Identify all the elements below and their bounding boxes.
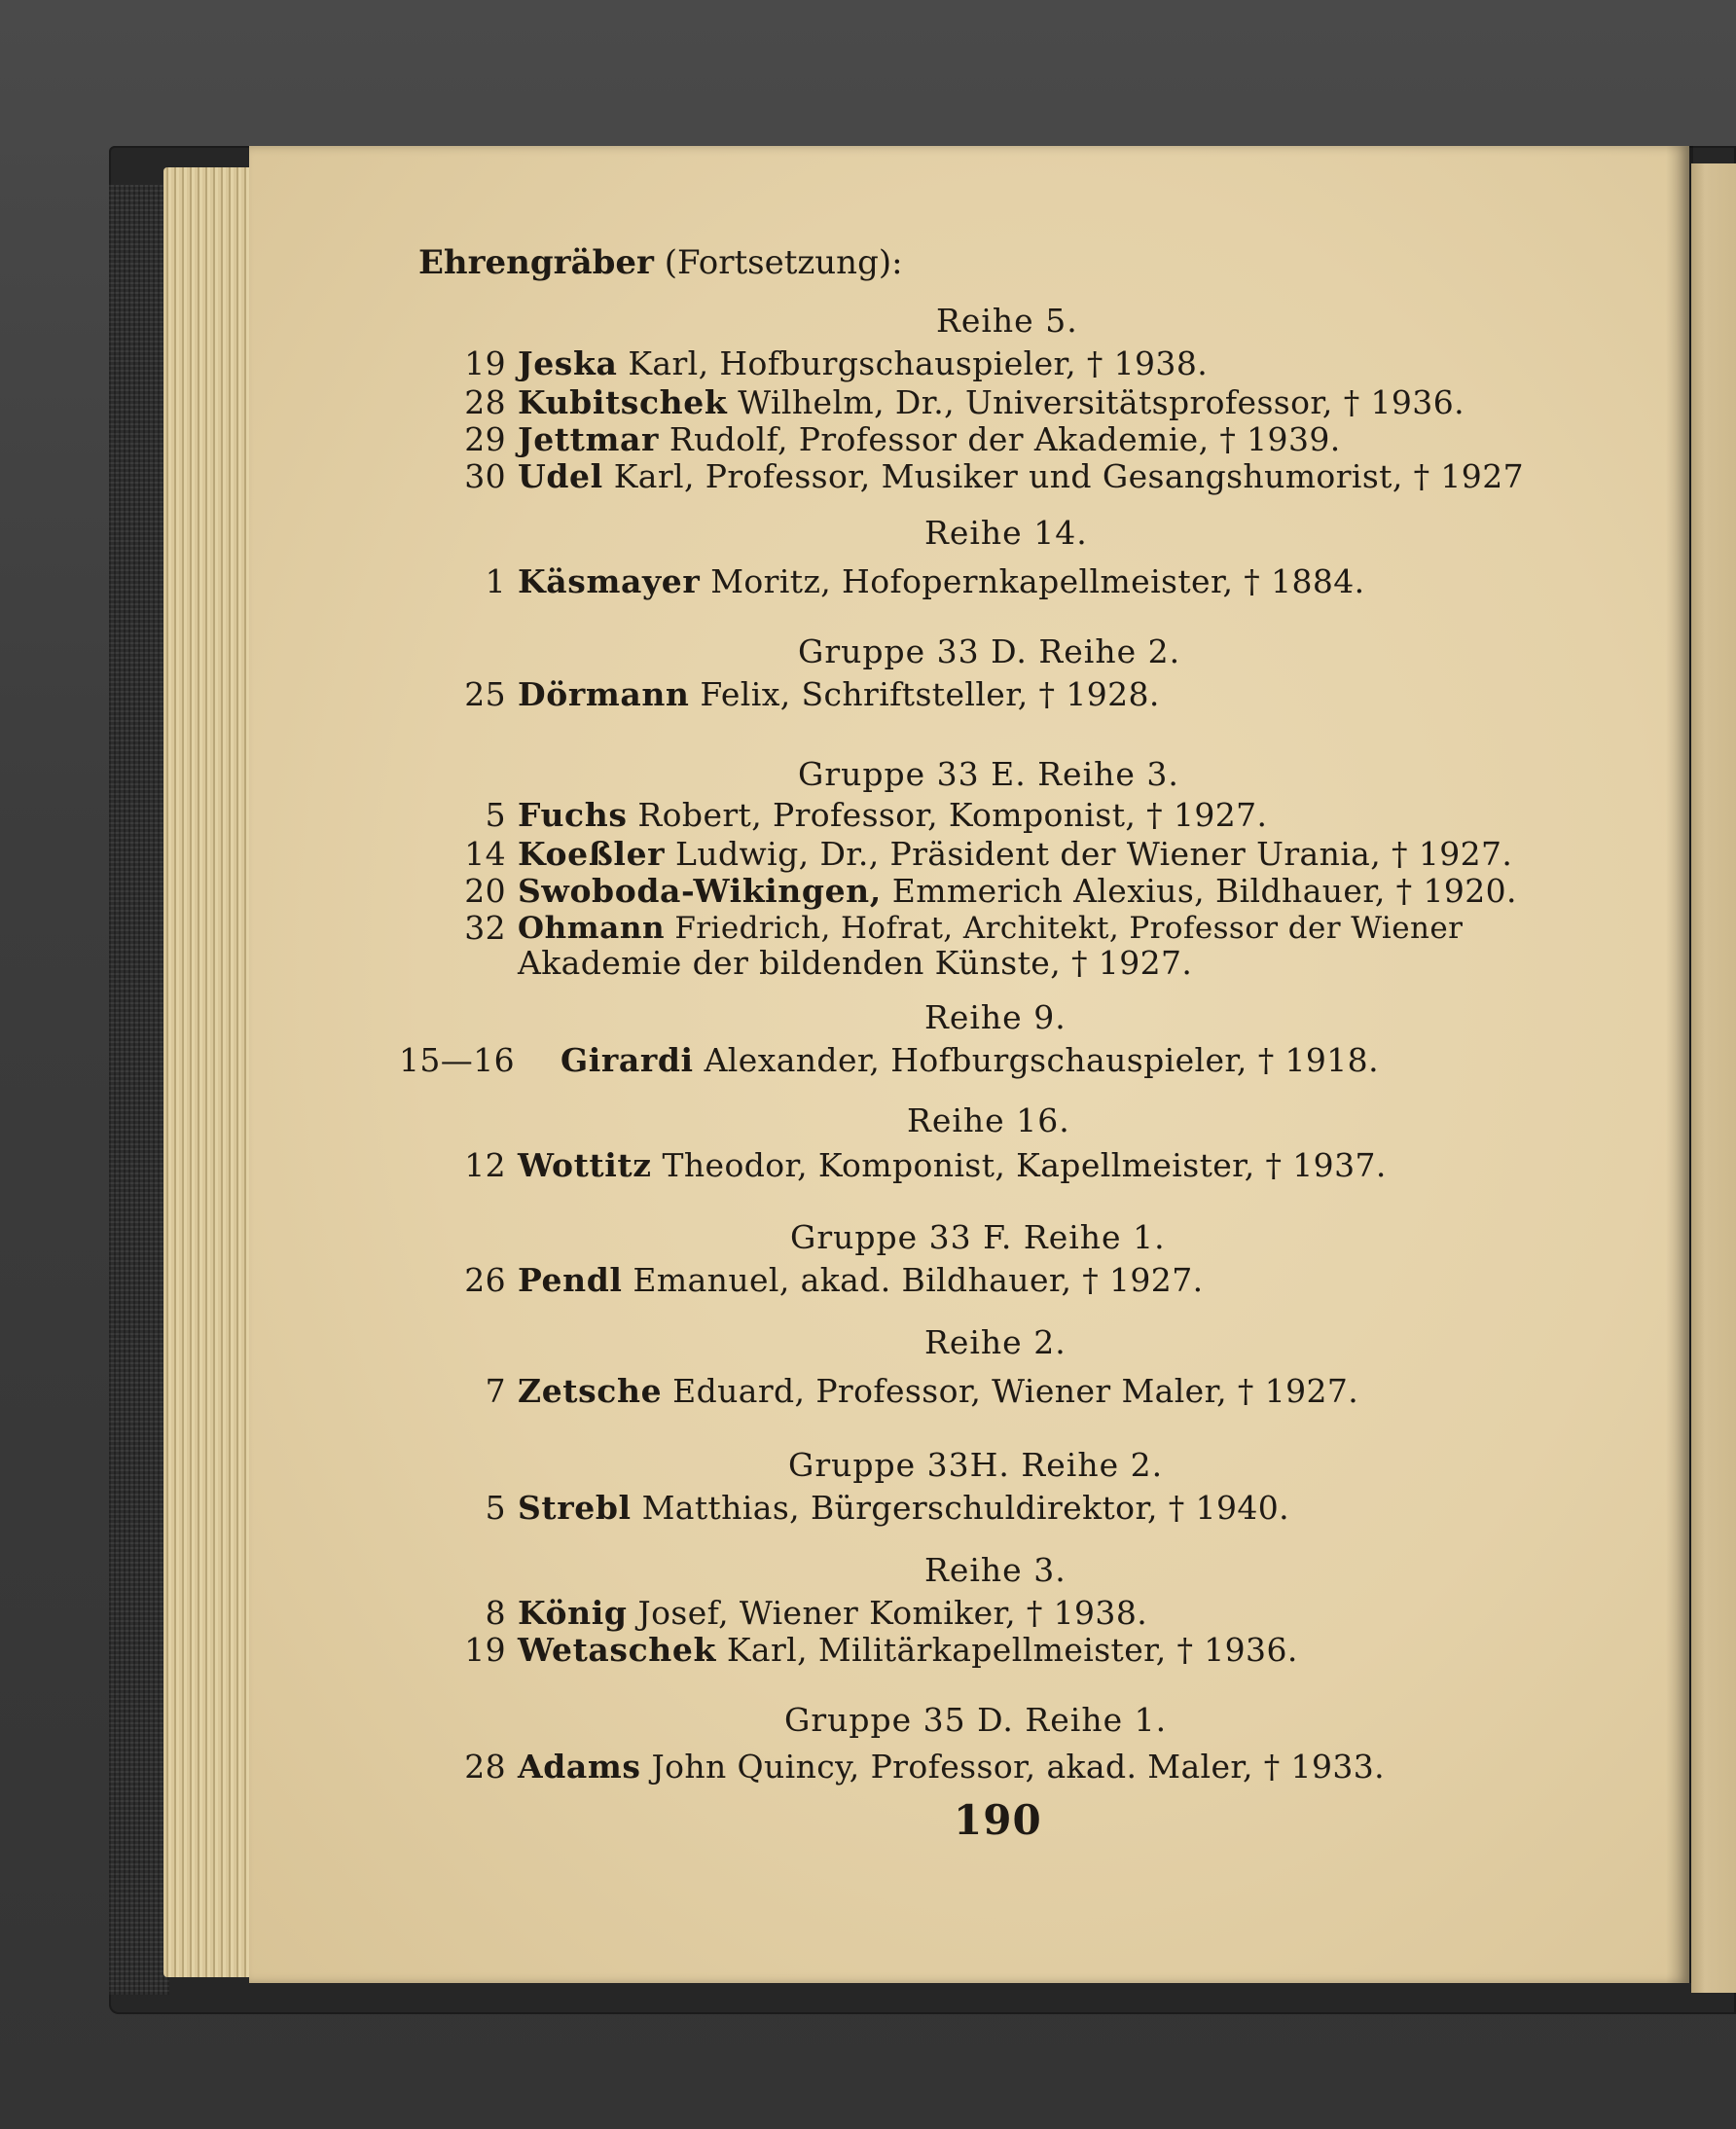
section-heading: Gruppe 33 F. Reihe 1. [790,1218,1166,1256]
section-heading: Reihe 2. [924,1323,1067,1361]
title-continuation: (Fortsetzung): [664,243,903,282]
page-title [418,243,903,282]
page-number: 190 [954,1796,1042,1844]
section-heading: Reihe 9. [924,998,1067,1036]
section-heading: Reihe 16. [907,1101,1070,1139]
list-item-continuation: Akademie der bildenden Künste, † 1927. [518,944,1193,982]
section-heading: Gruppe 33H. Reihe 2. [788,1446,1164,1484]
section-heading: Reihe 5. [936,302,1078,340]
section-heading: Gruppe 33 E. Reihe 3. [798,755,1179,793]
section-heading: Gruppe 35 D. Reihe 1. [784,1701,1168,1739]
section-heading: Gruppe 33 D. Reihe 2. [798,632,1181,670]
page-text: Ehrengräber (Fortsetzung): Reihe 5. 19 Jeska Karl, Hofburgschauspieler, † 1938. 28 Kubitschek Wilhelm, Dr., Universitätsprofessor, † 1936. 29 Jettmar Rudolf, Professor der Akademie, † 1939. 30 Udel Karl, Professor, Musiker und Gesangshumorist, † 1927 Reihe 14. 1 Käsmayer Moritz, Hofopernkapellmeister, † 1884. Gruppe 33 D. Reihe 2. 25 Dörmann Felix, Schriftsteller, † 1928. Gruppe 33 E. Reihe 3. 5 Fuchs Robert, Professor, Komponist, † 1927. 14 Koeßler Ludwig, Dr., Präsident der Wiener Urania, † 1927. 20 Swoboda-Wikingen, Emmerich Alexius, Bildhauer, † 1920. 32 Ohmann Friedrich, Hofrat, Architekt, Professor der Wiener Akademie der bildenden Künste, † 1927. Reihe 9. 15—16 Girardi Alexander, Hofburgschauspieler, † 1918. Reihe 16. 12 Wottitz Theodor, Komponist, Kapellmeister, † 1937. Gruppe 33 F. Reihe 1. 26 Pendl Emanuel, akad. Bildhauer, † 1927. Reihe 2. 7 Zetsche Eduard, Professor, Wiener Maler, † 1927. Gruppe 33H. Reihe 2. 5 Strebl Matthias, Bürgerschuldirektor, † 1940. Reihe 3. 8 König Josef, Wiener Komiker, † 1938. 19 Wetaschek Karl, Militärkapellmeister, † 1936. Gruppe 35 D. Reihe 1. 28 Adams John Quincy, Professor, akad. Maler, † 1933. 190 [399,243,1524,1844]
title-main: Ehrengräber [418,243,654,282]
section-heading: Reihe 3. [924,1551,1067,1589]
section-heading: Reihe 14. [924,514,1088,552]
